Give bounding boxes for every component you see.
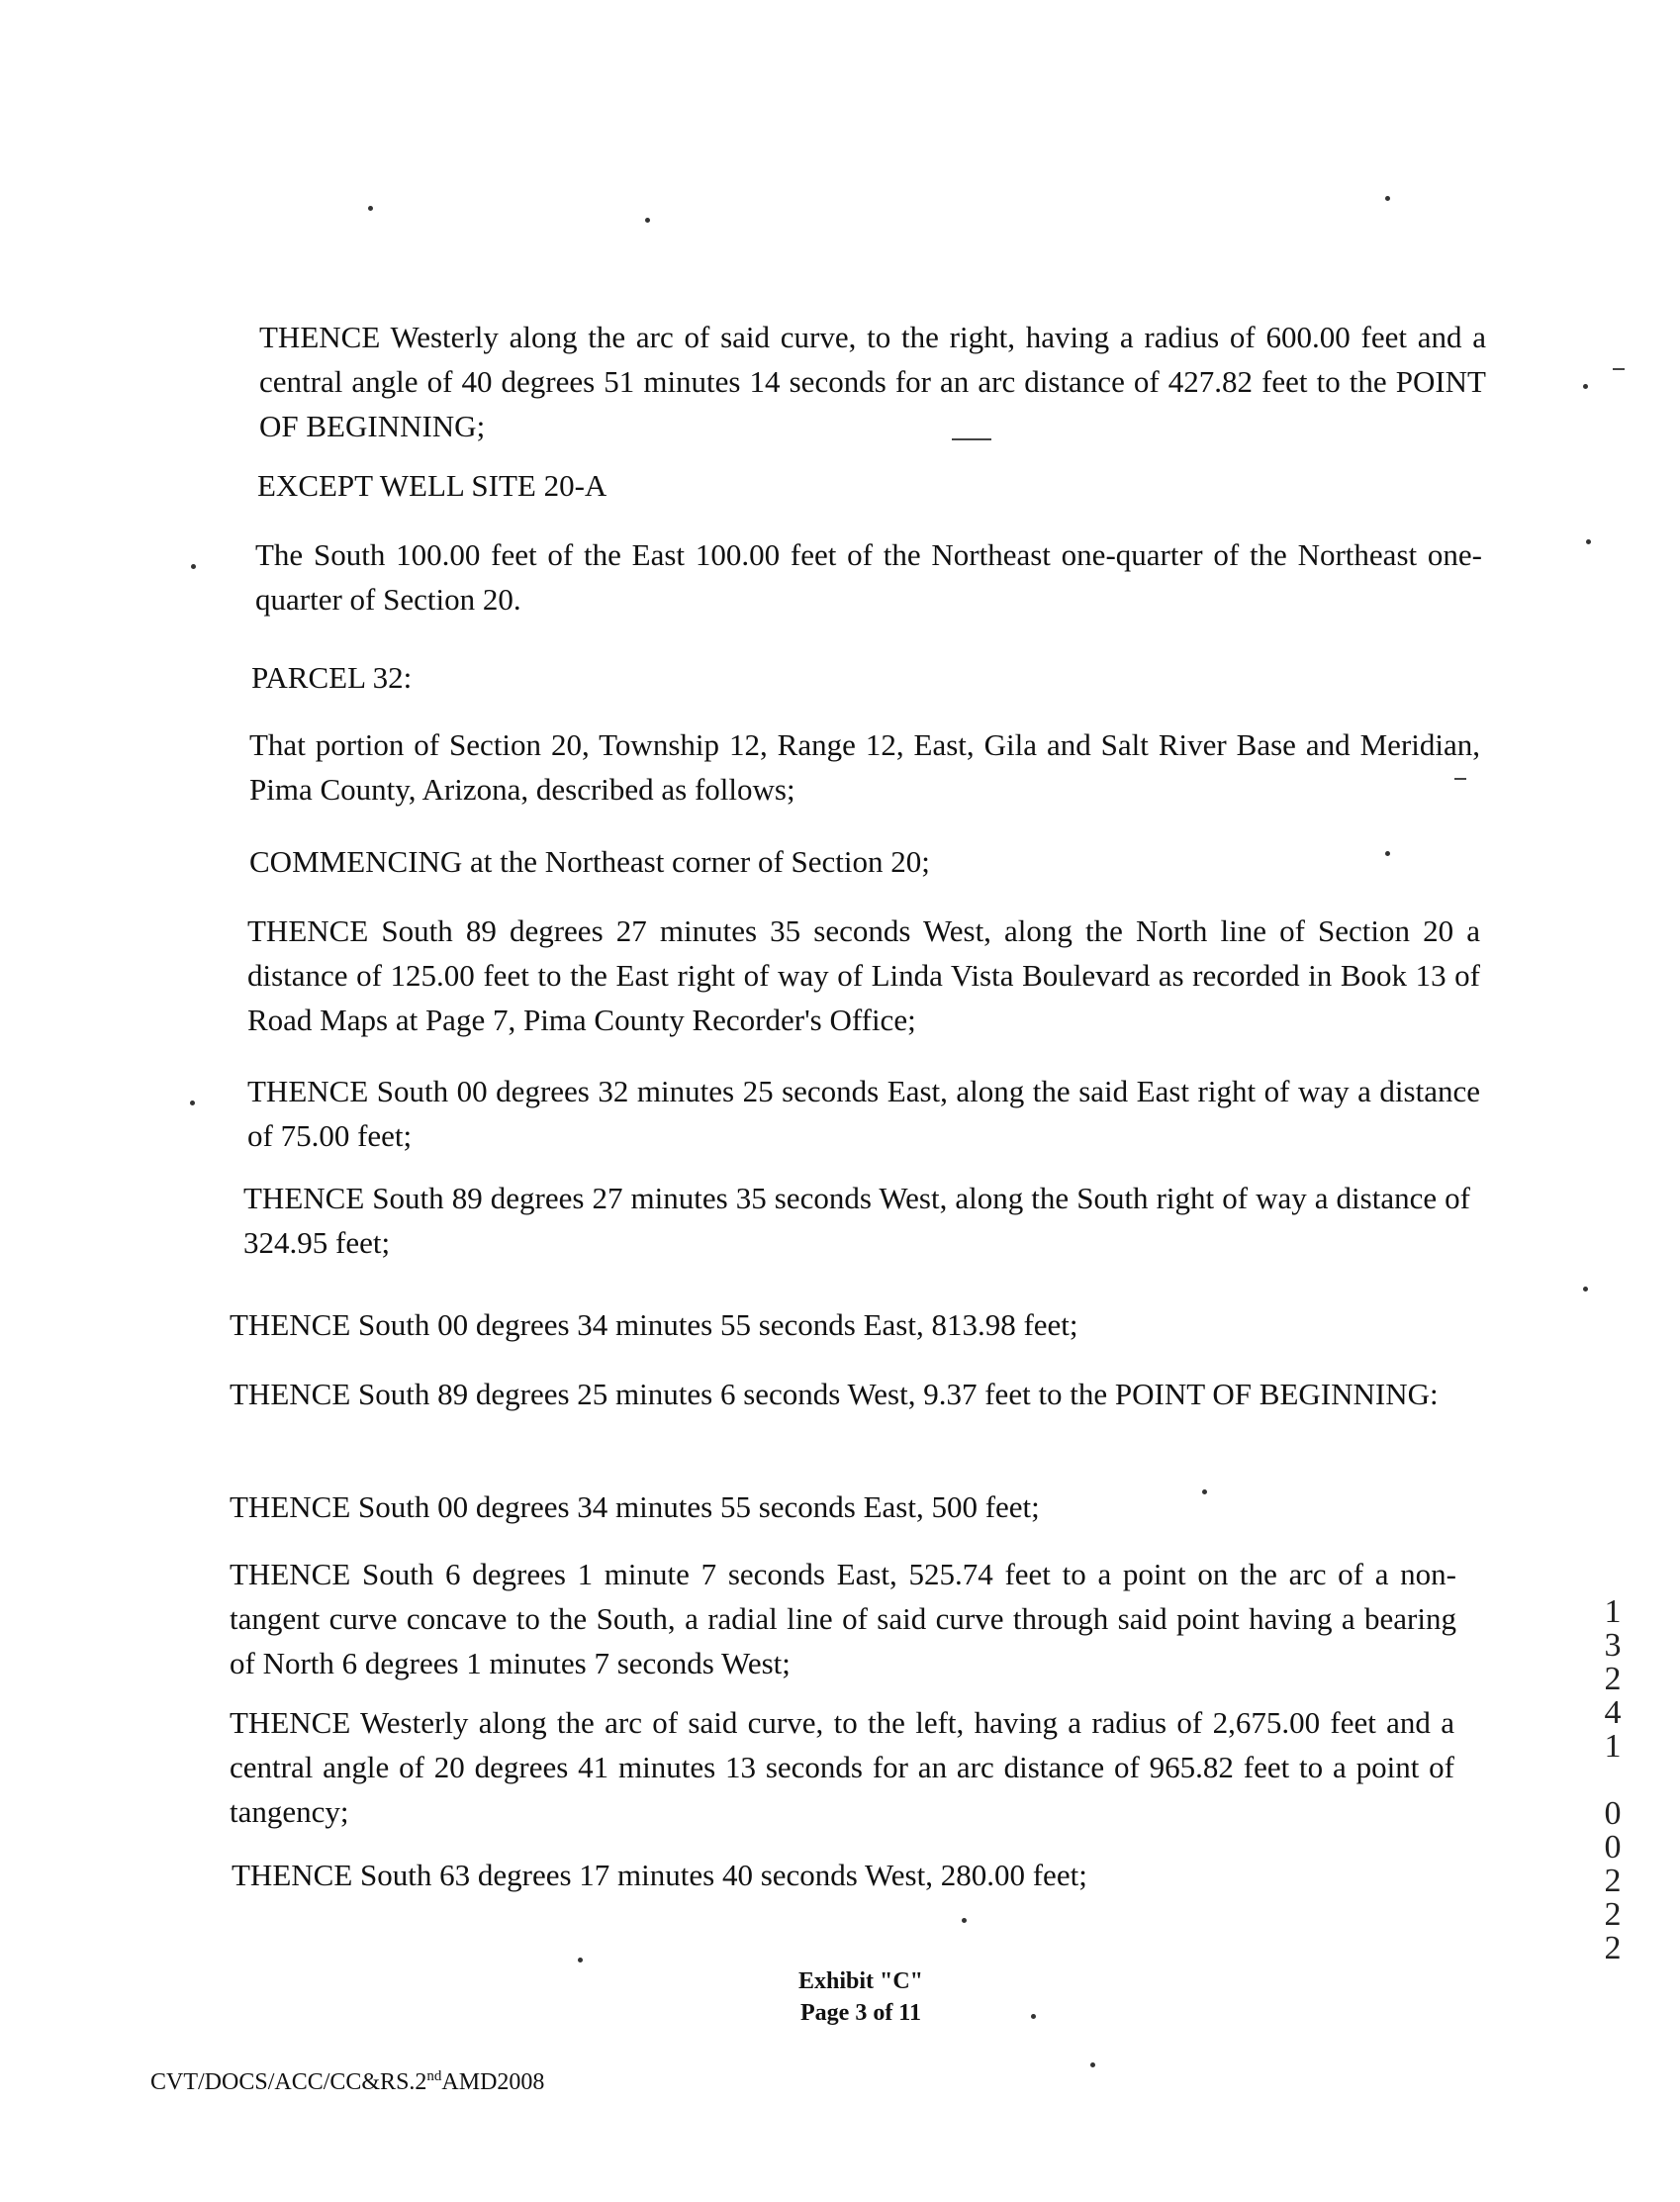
- doc-ref-superscript: nd: [426, 2068, 442, 2084]
- paragraph-parcel-32-description: That portion of Section 20, Township 12, Range 12, East, Gila and Salt River Base and Meridian, Pima County, Arizona, described as follows;: [249, 727, 1480, 807]
- page-number: Page 3 of 11: [800, 2000, 921, 2026]
- scan-mark: [1454, 778, 1466, 780]
- scan-speck: [1385, 851, 1390, 856]
- paragraph-thence-south-right-of-way: THENCE South 89 degrees 27 minutes 35 seconds West, along the South right of way a distance of 324.95 feet;: [243, 1181, 1470, 1260]
- document-reference: [150, 2068, 544, 2096]
- doc-ref-suffix: AMD2008: [441, 2069, 545, 2095]
- exhibit-label: Exhibit "C": [797, 1968, 923, 1994]
- paragraph-thence-non-tangent-curve: THENCE South 6 degrees 1 minute 7 seconds East, 525.74 feet to a point on the arc of a non-tangent curve concave to the South, a radial line of said curve through said point having a bearing of North 6 degrees 1 minutes 7 seconds West;: [230, 1557, 1456, 1680]
- stamp-character: 2: [1604, 1863, 1622, 1899]
- scan-speck: [645, 218, 650, 223]
- scan-mark: [952, 438, 991, 440]
- stamp-character: [1598, 1764, 1628, 1797]
- scan-speck: [1583, 384, 1588, 389]
- heading-parcel-32: PARCEL 32:: [251, 660, 413, 695]
- heading-except-well-site: EXCEPT WELL SITE 20-A: [257, 468, 607, 503]
- stamp-character: 4: [1604, 1694, 1622, 1731]
- scan-speck: [1202, 1489, 1207, 1494]
- scan-speck: [191, 564, 196, 569]
- paragraph-thence-north-line: THENCE South 89 degrees 27 minutes 35 seconds West, along the North line of Section 20 a distance of 125.00 feet to the East right of way of Linda Vista Boulevard as recorded in Book 13 of Road Maps at Page 7, Pima County Recorder's Office;: [247, 913, 1480, 1037]
- stamp-character: 0: [1604, 1795, 1622, 1832]
- paragraph-commencing: COMMENCING at the Northeast corner of Section 20;: [249, 844, 930, 879]
- scan-speck: [1031, 2014, 1036, 2019]
- scan-speck: [962, 1918, 967, 1923]
- scan-speck: [1583, 1287, 1588, 1292]
- paragraph-thence-500-feet: THENCE South 00 degrees 34 minutes 55 seconds East, 500 feet;: [230, 1489, 1040, 1524]
- scan-speck: [1586, 539, 1591, 544]
- stamp-character: 2: [1604, 1930, 1622, 1966]
- stamp-character: 2: [1604, 1896, 1622, 1933]
- scan-speck: [190, 1101, 195, 1105]
- paragraph-thence-east-right-of-way: THENCE South 00 degrees 32 minutes 25 seconds East, along the said East right of way a distance of 75.00 feet;: [247, 1074, 1480, 1153]
- paragraph-well-site-description: The South 100.00 feet of the East 100.00 feet of the Northeast one-quarter of the Northeast one-quarter of Section 20.: [255, 537, 1482, 617]
- scan-speck: [368, 206, 373, 211]
- stamp-character: 1: [1604, 1728, 1622, 1765]
- paragraph-thence-curve-to-left: THENCE Westerly along the arc of said curve, to the left, having a radius of 2,675.00 feet and a central angle of 20 degrees 41 minutes 13 seconds for an arc distance of 965.82 feet to a point of tangency;: [230, 1705, 1454, 1829]
- scan-mark: [1613, 368, 1625, 370]
- doc-ref-prefix: CVT/DOCS/ACC/CC&RS.2: [150, 2069, 427, 2095]
- paragraph-thence-to-point-of-beginning: THENCE South 89 degrees 25 minutes 6 seconds West, 9.37 feet to the POINT OF BEGINNING:: [230, 1377, 1439, 1411]
- paragraph-thence-280-feet: THENCE South 63 degrees 17 minutes 40 seconds West, 280.00 feet;: [232, 1858, 1087, 1892]
- paragraph-arc-to-point-of-beginning: THENCE Westerly along the arc of said curve, to the right, having a radius of 600.00 feet and a central angle of 40 degrees 51 minutes 14 seconds for an arc distance of 427.82 feet to the POINT OF BEGINNING;: [259, 320, 1486, 443]
- scan-speck: [578, 1958, 583, 1963]
- stamp-character: 2: [1604, 1661, 1622, 1697]
- paragraph-thence-813-98: THENCE South 00 degrees 34 minutes 55 seconds East, 813.98 feet;: [230, 1307, 1078, 1342]
- stamp-character: 0: [1604, 1829, 1622, 1866]
- recording-stamp: [1598, 1595, 1628, 1965]
- scan-speck: [1090, 2062, 1095, 2067]
- stamp-character: 3: [1604, 1627, 1622, 1664]
- scan-speck: [1385, 196, 1390, 201]
- stamp-character: 1: [1604, 1593, 1622, 1630]
